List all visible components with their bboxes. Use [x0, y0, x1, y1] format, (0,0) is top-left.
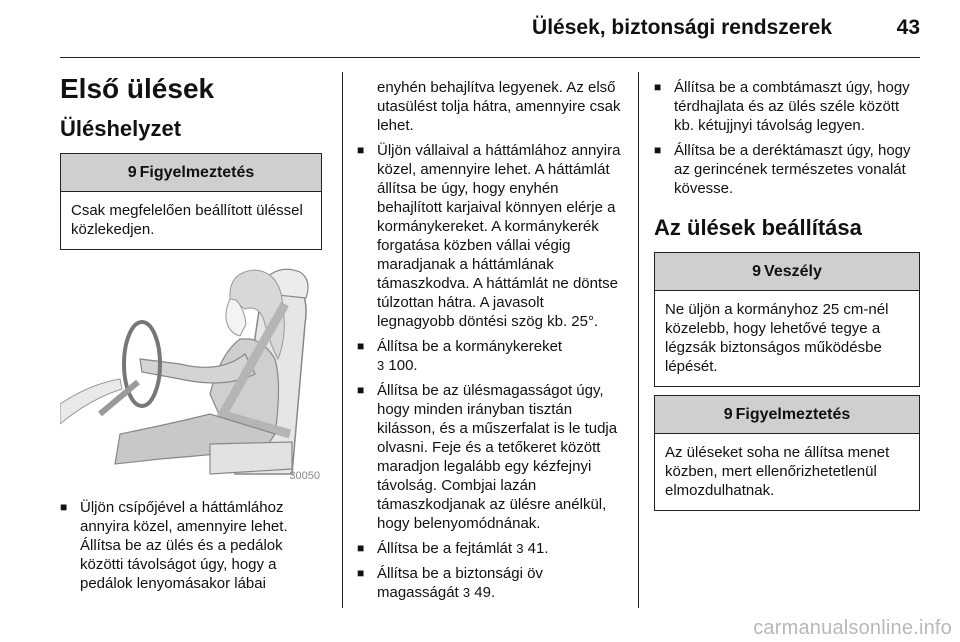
bullet-icon: ■	[654, 143, 662, 157]
page-header	[0, 0, 960, 58]
danger-box-title: Veszély	[764, 263, 822, 280]
list-item-text: Állítsa be a fejtámlát	[377, 540, 513, 557]
bullet-icon: ■	[357, 541, 365, 555]
list-item	[654, 78, 920, 135]
bullet-icon: ■	[357, 339, 365, 353]
seat-position-illustration	[60, 264, 322, 484]
page-reference[interactable]: 49.	[474, 584, 496, 601]
danger-box-text: Ne üljön a kormányhoz 25 cm-nél közelebb, hogy lehetővé tegye a légzsák biztonságos működésbe lépését.	[665, 301, 889, 375]
header-divider	[60, 57, 920, 58]
page-reference[interactable]: 100.	[388, 357, 418, 374]
list-item-text: Állítsa be a deréktámaszt úgy, hogy az gerincének természetes vonalát kövesse.	[674, 142, 911, 197]
instructions-list-1	[60, 498, 322, 593]
danger-box	[654, 252, 920, 387]
list-item-text: Állítsa be az ülésmagasságot úgy, hogy minden irányban tisztán kilásson, és a műszerfalat is le tudja olvasni. Feje és a tetőkeret között maradjon legalább egy kézfejnyi távolság. Combjai lazán támaszkodjanak az ülésre anélkül, hogy belenyomódnának.	[377, 382, 618, 532]
list-item	[357, 141, 623, 331]
warning-box-2-text: Az üléseket soha ne állítsa menet közben, mert ellenőrizhetetlenül elmozdulhatnak.	[665, 444, 890, 499]
instructions-list-3	[654, 78, 920, 198]
column-2	[357, 78, 623, 608]
heading-seat-position: Üléshelyzet	[60, 116, 182, 141]
heading-seat-adjustment: Az ülések beállítása	[654, 215, 862, 240]
bullet-icon: ■	[654, 80, 662, 94]
warning-box-header	[61, 154, 321, 192]
list-item-text: Üljön vállaival a háttámlához annyira közel, amennyire lehet. A háttámlát állítsa be úgy, hogy enyhén behajlított karjaival könnyen elérje a kormánykereket. A kormánykerék forgatása közben vállai végig maradjanak a háttámlának támaszkodva. A háttámlát ne döntse túlzottan hátra. A javasolt legnagyobb döntési szög kb. 25°.	[377, 142, 621, 330]
bullet-icon: ■	[357, 566, 365, 580]
page-reference[interactable]: 41.	[527, 540, 549, 557]
warning-box-2-title: Figyelmeztetés	[735, 406, 851, 423]
list-item	[357, 337, 623, 375]
bullet-icon: ■	[357, 383, 365, 397]
list-item	[654, 141, 920, 198]
column-divider-1	[342, 72, 343, 608]
warning-box-title: Figyelmeztetés	[139, 164, 255, 181]
warning-icon: 9	[127, 164, 137, 181]
warning-box-2	[654, 395, 920, 511]
warning-box-2-header	[655, 396, 919, 434]
warning-box	[60, 153, 322, 250]
column-divider-2	[638, 72, 639, 608]
page-ref-arrow-icon[interactable]: 3	[462, 585, 471, 600]
list-item-text: Állítsa be a combtámaszt úgy, hogy térdhajlata és az ülés széle között kb. kétujjnyi távolság legyen.	[674, 79, 910, 134]
column-3	[654, 78, 920, 511]
page-ref-arrow-icon[interactable]: 3	[516, 541, 524, 556]
warning-box-text: Csak megfelelően beállított üléssel közlekedjen.	[71, 202, 303, 238]
watermark: carmanualsonline.info	[753, 617, 952, 639]
section-title: Ülések, biztonsági rendszerek	[532, 16, 832, 39]
page-number: 43	[896, 16, 920, 39]
list-item	[357, 381, 623, 533]
bullet-icon: ■	[60, 500, 68, 514]
figure-number: 30050	[289, 470, 320, 482]
list-item	[60, 498, 322, 593]
instructions-list-2	[357, 141, 623, 602]
list-item	[357, 539, 623, 558]
heading-first-seats: Első ülések	[60, 73, 215, 104]
page-ref-arrow-icon[interactable]: 3	[377, 358, 385, 373]
list-item-text: Üljön csípőjével a háttámlához annyira közel, amennyire lehet. Állítsa be az ülés és a pedálok közötti távolságot úgy, hogy a pedálok lenyomásakor lábai	[80, 499, 288, 592]
warning-icon: 9	[752, 263, 762, 280]
list-item	[357, 564, 623, 602]
bullet-icon: ■	[357, 143, 365, 157]
continued-text: enyhén behajlítva legyenek. Az első utasülést tolja hátra, amennyire csak lehet.	[377, 79, 621, 134]
list-item-text: Állítsa be a kormánykereket	[377, 338, 563, 355]
danger-box-header	[655, 253, 919, 291]
list-item-text: Állítsa be a biztonsági öv magasságát	[377, 565, 543, 601]
driver-seat-figure	[60, 264, 322, 484]
warning-icon: 9	[723, 406, 733, 423]
column-1	[60, 72, 322, 599]
